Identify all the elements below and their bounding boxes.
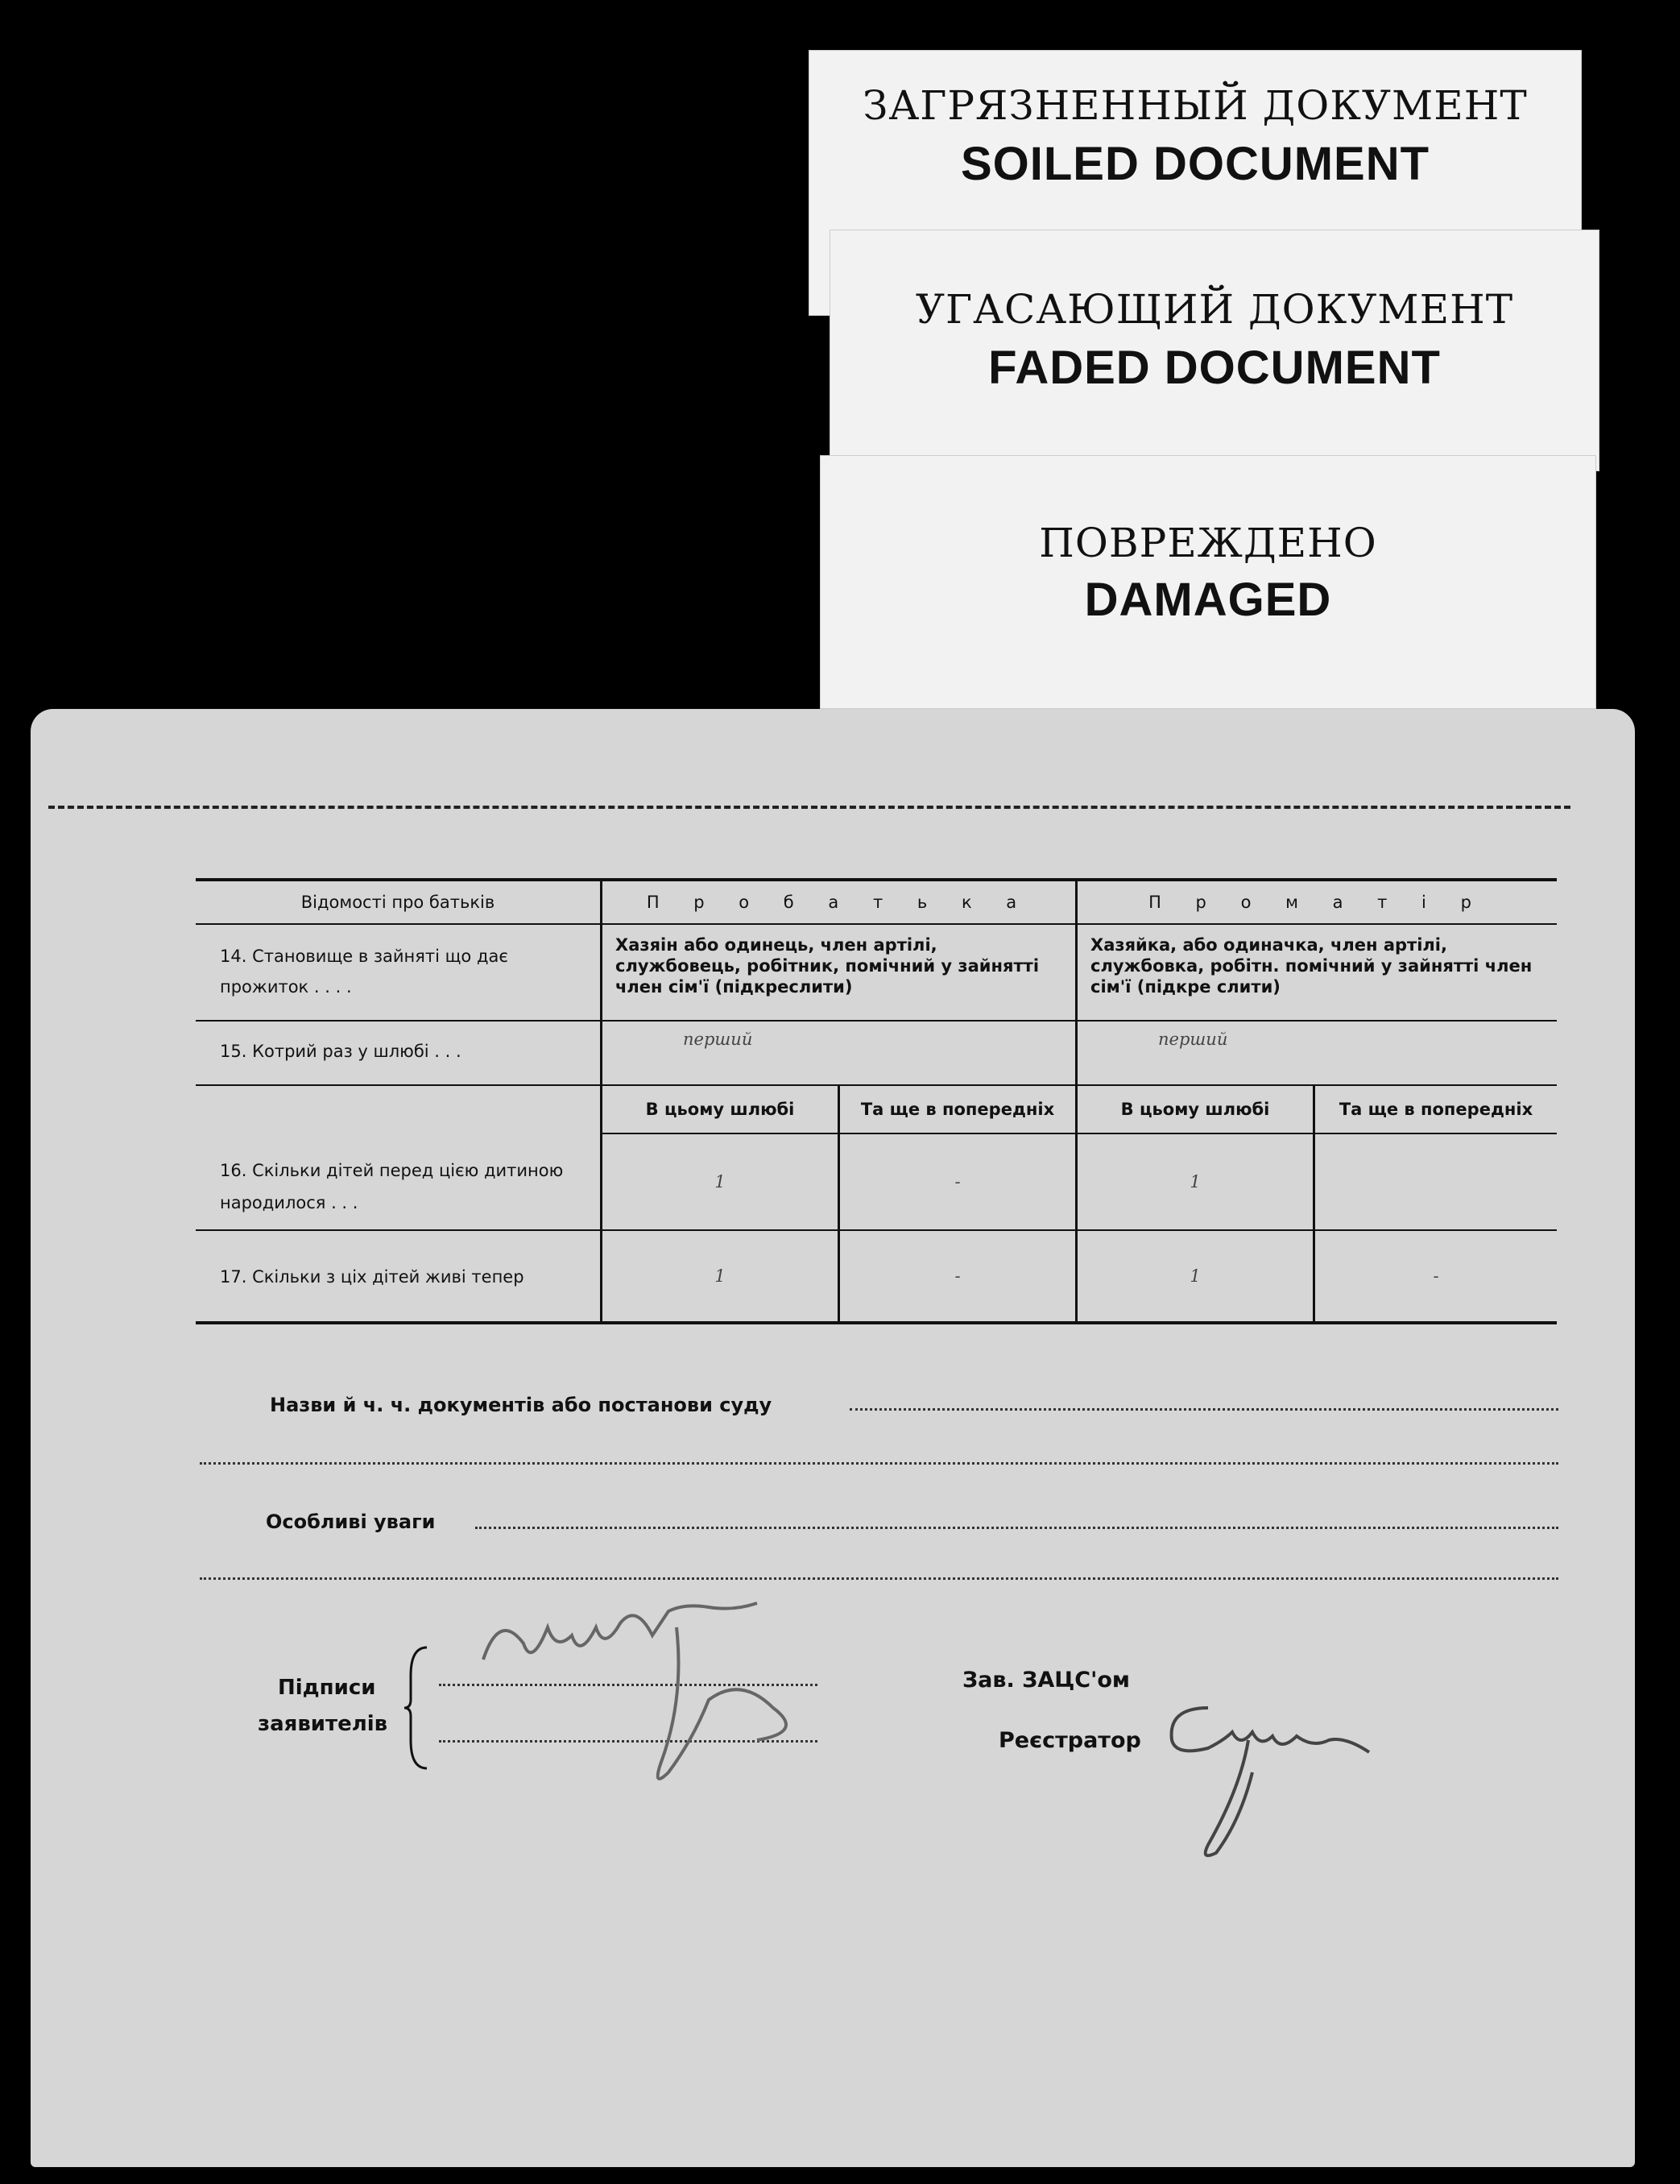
header-parents-info: Відомості про батьків xyxy=(196,880,602,924)
damaged-label-ru: ПОВРЕЖДЕНО xyxy=(1039,520,1377,566)
applicant-signature xyxy=(467,1579,886,1821)
row16-mother-this: 1 xyxy=(1077,1133,1314,1230)
faded-label-en: FADED DOCUMENT xyxy=(988,342,1441,394)
faded-document-label xyxy=(830,230,1599,471)
mother-this-marriage-header: В цьому шлюбі xyxy=(1077,1085,1314,1133)
header-mother: П р о м а т і р xyxy=(1077,880,1558,924)
parents-table xyxy=(196,878,1557,1324)
row14-mother: Хазяйка, або одиначка, член артілі, службовка, робітн. помічний у зайнятті член сім'ї (підкре слити) xyxy=(1077,924,1558,1021)
row16-mother-prev xyxy=(1314,1133,1558,1230)
notes-label: Особливі уваги xyxy=(266,1511,436,1533)
mother-previous-header: Та ще в попередніх xyxy=(1314,1085,1558,1133)
row15-father-value: перший xyxy=(602,1021,1077,1085)
row17-mother-prev: - xyxy=(1314,1230,1558,1323)
row15-mother-value: перший xyxy=(1077,1021,1558,1085)
damaged-label-en: DAMAGED xyxy=(1084,574,1332,626)
tear-line xyxy=(48,806,1570,809)
row17-father-this: 1 xyxy=(602,1230,839,1323)
row14-label: 14. Становище в зайняті що дає прожиток . . . . xyxy=(196,924,602,1021)
registrar-signature xyxy=(1160,1692,1401,1869)
row15-label: 15. Котрий раз у шлюбі . . . xyxy=(196,1021,602,1085)
header-father: П р о б а т ь к а xyxy=(602,880,1077,924)
signatures-label-1: Підписи xyxy=(278,1676,376,1700)
head-label: Зав. ЗАЦС'ом xyxy=(962,1668,1130,1693)
faded-label-ru: УГАСАЮЩИЙ ДОКУМЕНТ xyxy=(915,286,1514,333)
row16-label: 16. Скільки дітей перед цією дитиною народилося . . . xyxy=(196,1085,602,1230)
damaged-label xyxy=(820,455,1596,709)
row16-father-this: 1 xyxy=(602,1133,839,1230)
documents-line-2 xyxy=(200,1462,1558,1465)
registrar-label: Реєстратор xyxy=(999,1728,1141,1753)
father-previous-header: Та ще в попередніх xyxy=(839,1085,1077,1133)
row16-father-prev: - xyxy=(839,1133,1077,1230)
signatures-label-2: заявителів xyxy=(258,1712,388,1736)
row17-mother-this: 1 xyxy=(1077,1230,1314,1323)
soiled-label-en: SOILED DOCUMENT xyxy=(960,138,1430,190)
documents-line-1 xyxy=(850,1408,1558,1411)
row17-father-prev: - xyxy=(839,1230,1077,1323)
row14-father: Хазяін або одинець, член артілі, службовець, робітник, помічний у зайнятті член сім'ї (підкреслити) xyxy=(602,924,1077,1021)
documents-label: Назви й ч. ч. документів або постанови суду xyxy=(270,1394,772,1416)
row17-label: 17. Скільки з ціх дітей живі тепер xyxy=(196,1230,602,1323)
signatures-brace xyxy=(403,1643,435,1772)
soiled-label-ru: ЗАГРЯЗНЕННЫЙ ДОКУМЕНТ xyxy=(863,82,1528,129)
notes-line-1 xyxy=(475,1527,1558,1529)
father-this-marriage-header: В цьому шлюбі xyxy=(602,1085,839,1133)
